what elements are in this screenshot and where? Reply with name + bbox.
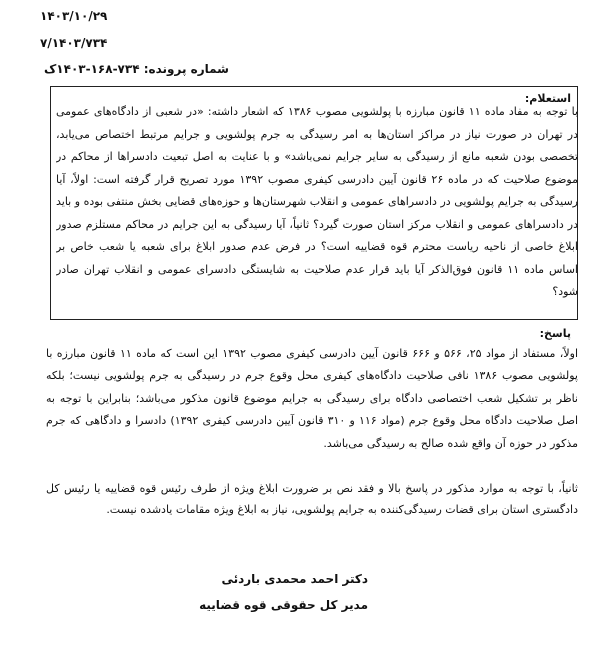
- answer-heading: پاسخ:: [539, 327, 571, 340]
- document-date: ۱۴۰۳/۱۰/۲۹: [40, 9, 108, 23]
- signatory-name: دکتر احمد محمدی باردئی: [221, 572, 368, 586]
- inquiry-heading: استعلام:: [524, 92, 571, 105]
- inquiry-text: با توجه به مفاد ماده ۱۱ قانون مبارزه با پولشویی مصوب ۱۳۸۶ که اشعار داشته: «در شعبی از دادگاه‌های عمومی در تهران در صورت نیاز در مراکز استان‌ها به امر رسیدگی به جرم پولشویی و جرایم مرتبط اختصاص می‌یابد، تخصصی بودن شعبه مانع از رسیدگی به سایر جرایم نمی‌باشد» و با عنایت به اصل تبعیت دادسراها از محاکم در موضوع صلاحیت که در ماده ۲۶ قانون آیین دادرسی کیفری مصوب ۱۳۹۲ مورد تصریح قرار گرفته است: اولاً، آیا رسیدگی به جرایم پولشویی در دادسراهای عمومی و انقلاب شهرستان‌ها و حوزه‌های قضایی بخش منتفی بوده و باید در دادسراهای عمومی و انقلاب مرکز استان صورت گیرد؟ ثانیاً، آیا رسیدگی به این جرایم در محاکم مستلزم صدور ابلاغ خاصی از ناحیه ریاست محترم قوه قضاییه است؟ در فرض عدم صدور ابلاغ برای شعبه یا شعب خاص بر اساس ماده ۱۱ قانون فوق‌الذکر آیا باید قرار عدم صلاحیت به شایستگی دادسرای عمومی و انقلاب تهران صادر شود؟: [56, 105, 578, 298]
- answer-paragraph-1: اولاً، مستفاد از مواد ۲۵، ۵۶۶ و ۶۶۶ قانون آیین دادرسی کیفری مصوب ۱۳۹۲ این است که ماده ۱۱ قانون مبارزه با پولشویی مصوب ۱۳۸۶ نافی صلاحیت دادگاه‌های کیفری محل وقوع جرم در رسیدگی به جرم پولشویی نیست؛ بلکه ناظر بر تشکیل شعب اختصاصی دادگاه برای رسیدگی به جرایم موضوع قانون مذکور می‌باشد؛ بنابراین با توجه به اصل صلاحیت دادگاه محل وقوع جرم (مواد ۱۱۶ و ۳۱۰ قانون آیین دادرسی کیفری ۱۳۹۲) دادسرا و دادگاهی که جرم مذکور در حوزه آن واقع شده صالح به رسیدگی می‌باشد.: [46, 347, 578, 450]
- answer-paragraph-2: ثانیاً، با توجه به موارد مذکور در پاسخ بالا و فقد نص بر ضرورت ابلاغ ویژه از طرف رئیس قوه قضاییه یا رئیس کل دادگستری استان برای قضات رسیدگی‌کننده به جرایم پولشویی، نیاز به ابلاغ ویژه مقامات یادشده نیست.: [46, 482, 578, 516]
- document-number: ۷/۱۴۰۳/۷۳۴: [40, 36, 108, 50]
- file-number: شماره پرونده: ۷۳۴-۱۶۸-۱۴۰۳ک: [44, 62, 229, 76]
- signatory-title: مدیر کل حقوقی قوه قضاییه: [199, 598, 368, 612]
